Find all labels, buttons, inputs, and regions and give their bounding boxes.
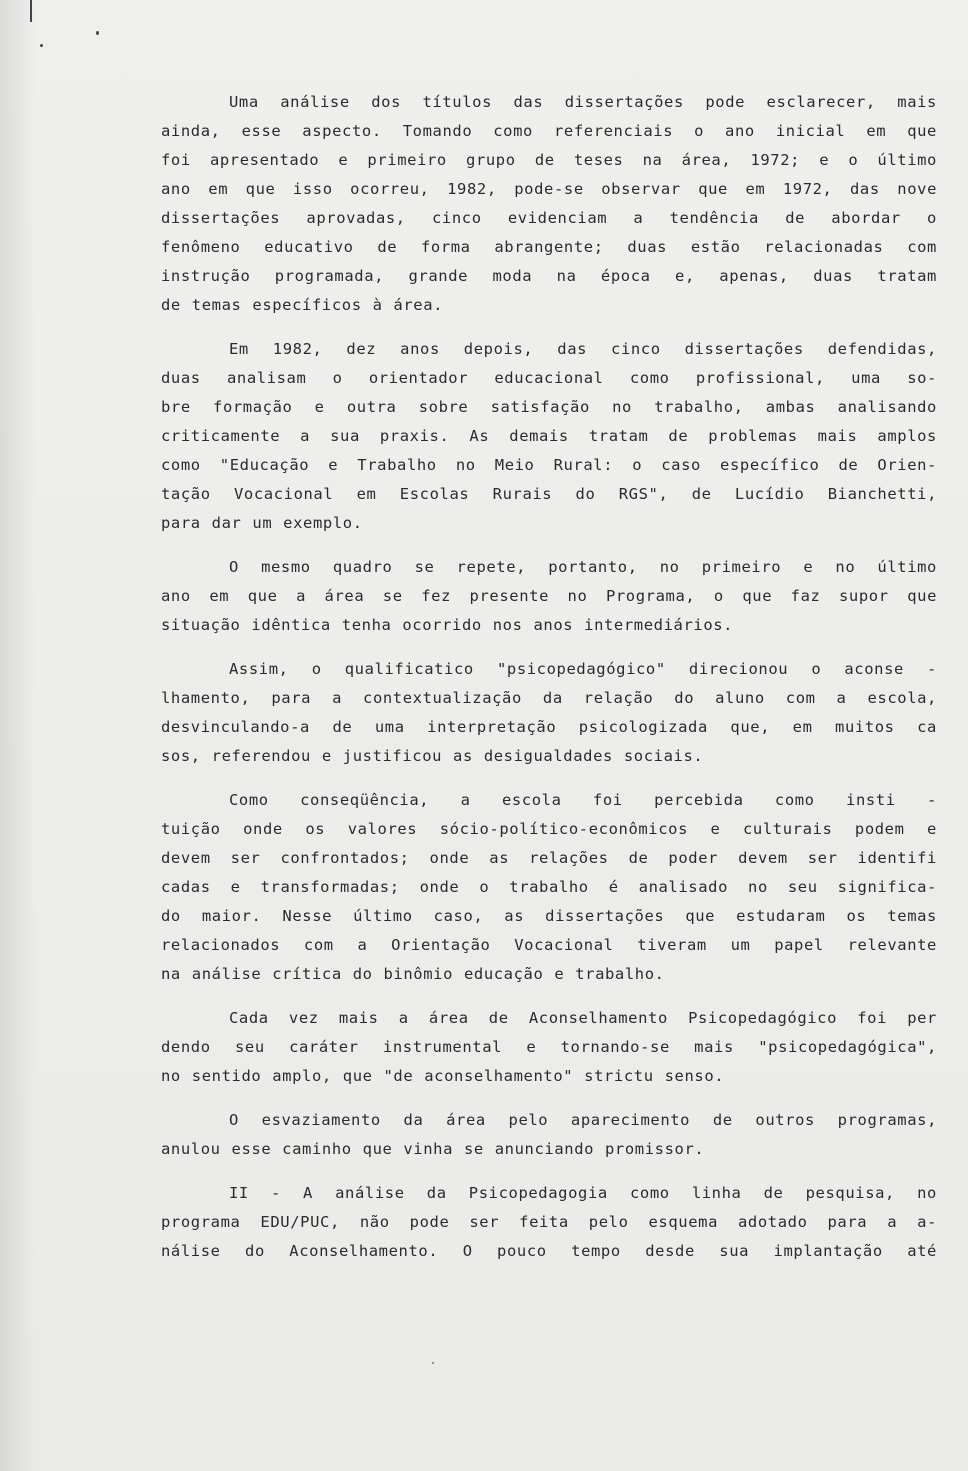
text-line: para dar um exemplo. <box>161 514 363 532</box>
text-line: dissertações aprovadas, cinco evidenciam a tendência de abordar o <box>161 209 937 227</box>
text-line: programa EDU/PUC, não pode ser feita pelo esquema adotado para a a- <box>161 1213 937 1231</box>
paragraph <box>161 655 937 771</box>
paragraph <box>161 553 937 640</box>
text-line: foi apresentado e primeiro grupo de teses na área, 1972; e o último <box>161 151 937 169</box>
text-line: anulou esse caminho que vinha se anunciando promissor. <box>161 1140 705 1158</box>
text-line: bre formação e outra sobre satisfação no trabalho, ambas analisando <box>161 398 937 416</box>
text-line: cadas e transformadas; onde o trabalho é analisado no seu significa- <box>161 878 937 896</box>
text-line: tação Vocacional em Escolas Rurais do RGS", de Lucídio Bianchetti, <box>161 485 937 503</box>
text-line: relacionados com a Orientação Vocacional tiveram um papel relevante <box>161 936 937 954</box>
text-line: ano em que isso ocorreu, 1982, pode-se observar que em 1972, das nove <box>161 180 937 198</box>
text-line: criticamente a sua praxis. As demais tratam de problemas mais amplos <box>161 427 937 445</box>
text-line: situação idêntica tenha ocorrido nos anos intermediários. <box>161 616 734 634</box>
paragraph <box>161 1004 937 1091</box>
text-line: O esvaziamento da área pelo aparecimento de outros programas, <box>229 1111 937 1129</box>
text-line: dendo seu caráter instrumental e tornando-se mais "psicopedagógica", <box>161 1038 937 1056</box>
text-line: Uma análise dos títulos das dissertações pode esclarecer, mais <box>229 93 937 111</box>
document-body <box>161 88 937 1281</box>
text-line: devem ser confrontados; onde as relações de poder devem ser identifi <box>161 849 937 867</box>
scan-dot <box>432 1362 434 1364</box>
text-line: desvinculando-a de uma interpretação psicologizada que, em muitos ca <box>161 718 937 736</box>
paragraph <box>161 88 937 320</box>
paragraph <box>161 1179 937 1266</box>
paragraph <box>161 786 937 989</box>
text-line: no sentido amplo, que "de aconselhamento" strictu senso. <box>161 1067 725 1085</box>
text-line: tuição onde os valores sócio-político-econômicos e culturais podem e <box>161 820 937 838</box>
text-line: O mesmo quadro se repete, portanto, no primeiro e no último <box>229 558 937 576</box>
text-line: ano em que a área se fez presente no Programa, o que faz supor que <box>161 587 937 605</box>
paragraph <box>161 1106 937 1164</box>
text-line: lhamento, para a contextualização da relação do aluno com a escola, <box>161 689 937 707</box>
paragraph <box>161 335 937 538</box>
text-line: nálise do Aconselhamento. O pouco tempo desde sua implantação até <box>161 1242 937 1260</box>
text-line: como "Educação e Trabalho no Meio Rural: o caso específico de Orien- <box>161 456 937 474</box>
text-line: instrução programada, grande moda na época e, apenas, duas tratam <box>161 267 937 285</box>
text-line: II - A análise da Psicopedagogia como linha de pesquisa, no <box>229 1184 937 1202</box>
text-line: fenômeno educativo de forma abrangente; duas estão relacionadas com <box>161 238 937 256</box>
text-line: na análise crítica do binômio educação e trabalho. <box>161 965 665 983</box>
text-line: sos, referendou e justificou as desigualdades sociais. <box>161 747 704 765</box>
text-line: Assim, o qualificatico "psicopedagógico" direcionou o aconse - <box>229 660 937 678</box>
scan-mark <box>30 0 32 22</box>
text-line: do maior. Nesse último caso, as dissertações que estudaram os temas <box>161 907 937 925</box>
scan-dot <box>96 31 99 35</box>
page-edge-shadow <box>0 0 36 1471</box>
text-line: Em 1982, dez anos depois, das cinco dissertações defendidas, <box>229 340 937 358</box>
text-line: ainda, esse aspecto. Tomando como referenciais o ano inicial em que <box>161 122 937 140</box>
text-line: duas analisam o orientador educacional como profissional, uma so- <box>161 369 937 387</box>
text-line: de temas específicos à área. <box>161 296 444 314</box>
text-line: Cada vez mais a área de Aconselhamento Psicopedagógico foi per <box>229 1009 937 1027</box>
text-line: Como conseqüência, a escola foi percebida como insti - <box>229 791 937 809</box>
scan-dot <box>40 44 43 47</box>
